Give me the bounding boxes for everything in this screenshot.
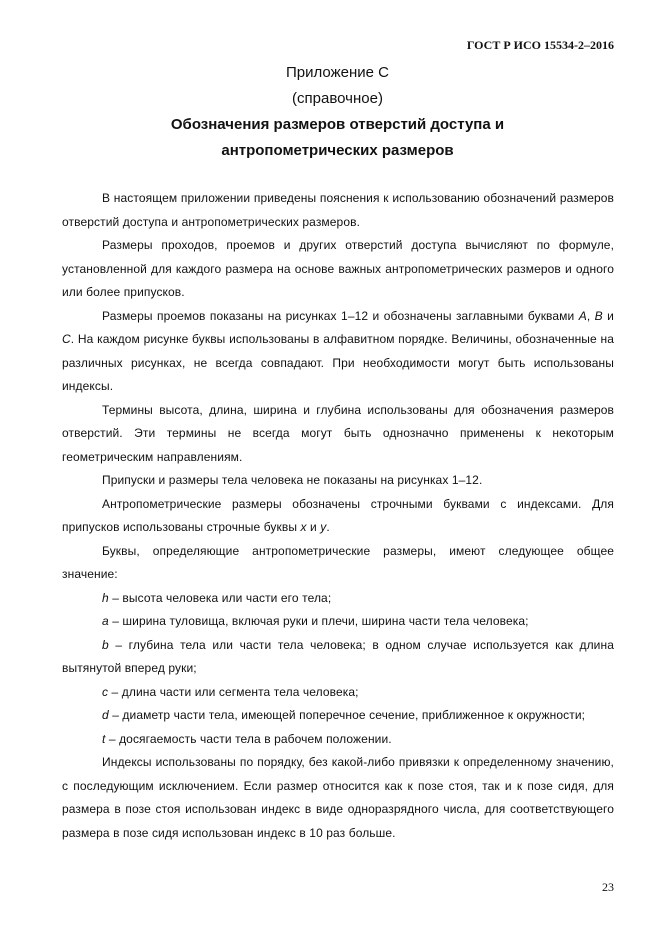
paragraph-6 [62,493,614,540]
item-letter: b [102,637,109,652]
paragraph-7: Буквы, определяющие антропометрические размеры, имеют следующее общее значение: [62,543,614,581]
paragraph-6-sep: и [306,520,321,534]
list-item [62,587,614,611]
item-text: – высота человека или части его тела; [108,590,332,605]
appendix-label: Приложение С [286,64,389,81]
letter-A: A [578,308,587,323]
item-text: – глубина тела или части тела человека; в одном случае используется как длина вытянутой вперед руки; [62,637,614,675]
item-text: – диаметр части тела, имеющей поперечное сечение, приближенное к окружности; [108,708,586,722]
list-item [62,634,614,681]
paragraph-6-text: Антропометрические размеры обозначены строчными буквами с индексами. Для припусков использованы строчные буквы [62,496,614,534]
paragraph-5: Припуски и размеры тела человека не показаны на рисунках 1–12. [102,473,483,487]
item-letter: d [102,708,109,722]
list-item [62,610,614,634]
list-item [62,681,614,705]
item-letter: t [102,731,106,746]
letter-y: y [320,520,327,534]
item-letter: a [102,614,109,628]
standard-header: ГОСТ Р ИСО 15534-2–2016 [466,38,614,52]
paragraph-3-text-b: . На каждом рисунке буквы использованы в алфавитном порядке. Величины, обозначенные на различных рисунках, не всегда совпадают. При необходимости могут быть использованы индексы. [62,332,614,393]
letter-x: x [300,520,307,534]
item-text: – ширина туловища, включая руки и плечи, ширина части тела человека; [108,614,529,628]
letter-B: B [594,308,603,323]
appendix-type: (справочное) [292,90,383,107]
document-body [62,187,614,845]
paragraph-3 [62,305,614,399]
paragraph-8: Индексы использованы по порядку, без какой-либо привязки к определенному значению, с последующим исключением. Если размер относится как к позе стоя, так и к позе сидя, для размера в позе стоя использован индекс в виде одноразрядного числа, для соответствующего размера в позе сидя использован индекс в 10 раз больше. [62,755,614,840]
appendix-title-line-2: антропометрических размеров [221,142,454,159]
item-text: – досягаемость части тела в рабочем положении. [105,731,392,746]
paragraph-6-end: . [326,520,330,534]
paragraph-4: Термины высота, длина, ширина и глубина использованы для обозначения размеров отверстий. Эти термины не всегда могут быть однозначно применены к некоторым геометрическим направлениям. [62,402,614,464]
paragraph-3-text-a: Размеры проемов показаны на рисунках 1–12 и обозначены заглавными буквами [102,308,579,323]
appendix-title-line-1: Обозначения размеров отверстий доступа и [170,116,505,133]
list-item [62,704,614,728]
paragraph-2: Размеры проходов, проемов и других отверстий доступа вычисляют по формуле, установленной для каждого размера на основе важных антропометрических размеров и одного или более припусков. [62,238,614,299]
page-number: 23 [602,880,614,894]
paragraph-3-sep-2: и [602,308,614,323]
item-letter: h [102,590,109,605]
list-item [62,728,614,752]
item-letter: c [102,684,109,699]
paragraph-3-sep-1: , [586,308,595,323]
item-text: – длина части или сегмента тела человека; [108,684,359,699]
letter-C: C [62,332,71,346]
appendix-title-block [60,60,615,164]
paragraph-1: В настоящем приложении приведены пояснения к использованию обозначений размеров отверстий доступа и антропометрических размеров. [62,191,614,229]
